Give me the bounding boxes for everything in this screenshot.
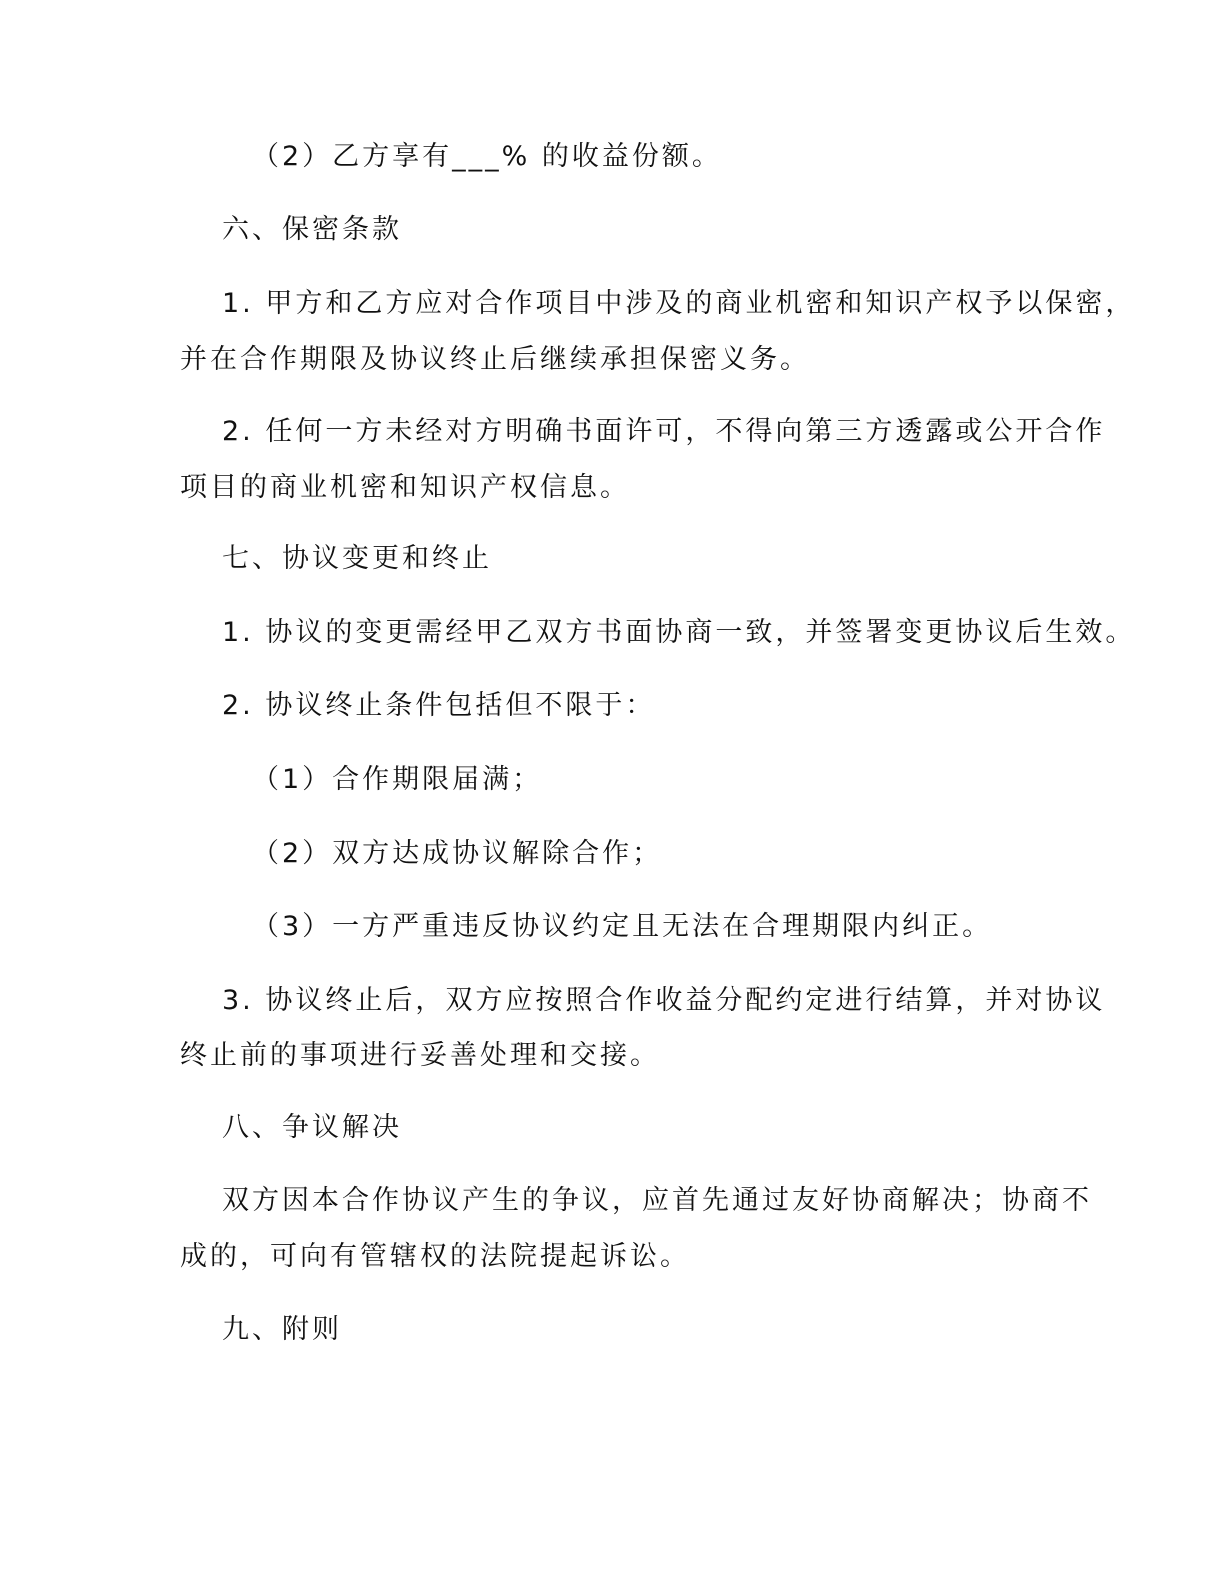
- revenue-share-item-2: （2）乙方享有___% 的收益份额。: [252, 141, 722, 172]
- termination-condition-1: （1）合作期限届满；: [252, 764, 543, 795]
- confidentiality-clause-1-line-2: 并在合作期限及协议终止后继续承担保密义务。: [180, 344, 810, 375]
- dispute-resolution-line-2: 成的，可向有管辖权的法院提起诉讼。: [180, 1241, 690, 1272]
- confidentiality-clause-1-line-1: 1. 甲方和乙方应对合作项目中涉及的商业机密和知识产权予以保密，: [222, 288, 1136, 319]
- section-heading-supplementary: 九、附则: [222, 1314, 342, 1345]
- dispute-resolution-line-1: 双方因本合作协议产生的争议，应首先通过友好协商解决；协商不: [222, 1185, 1092, 1216]
- amendment-clause-1: 1. 协议的变更需经甲乙双方书面协商一致，并签署变更协议后生效。: [222, 617, 1136, 648]
- section-heading-dispute-resolution: 八、争议解决: [222, 1112, 402, 1143]
- termination-clause-2: 2. 协议终止条件包括但不限于：: [222, 690, 656, 721]
- termination-condition-2: （2）双方达成协议解除合作；: [252, 838, 663, 869]
- termination-clause-3-line-2: 终止前的事项进行妥善处理和交接。: [180, 1040, 660, 1071]
- confidentiality-clause-2-line-1: 2. 任何一方未经对方明确书面许可，不得向第三方透露或公开合作: [222, 416, 1106, 447]
- termination-clause-3-line-1: 3. 协议终止后，双方应按照合作收益分配约定进行结算，并对协议: [222, 985, 1106, 1016]
- termination-condition-3: （3）一方严重违反协议约定且无法在合理期限内纠正。: [252, 911, 993, 942]
- section-heading-amendment-termination: 七、协议变更和终止: [222, 543, 492, 574]
- confidentiality-clause-2-line-2: 项目的商业机密和知识产权信息。: [180, 472, 630, 503]
- section-heading-confidentiality: 六、保密条款: [222, 214, 402, 245]
